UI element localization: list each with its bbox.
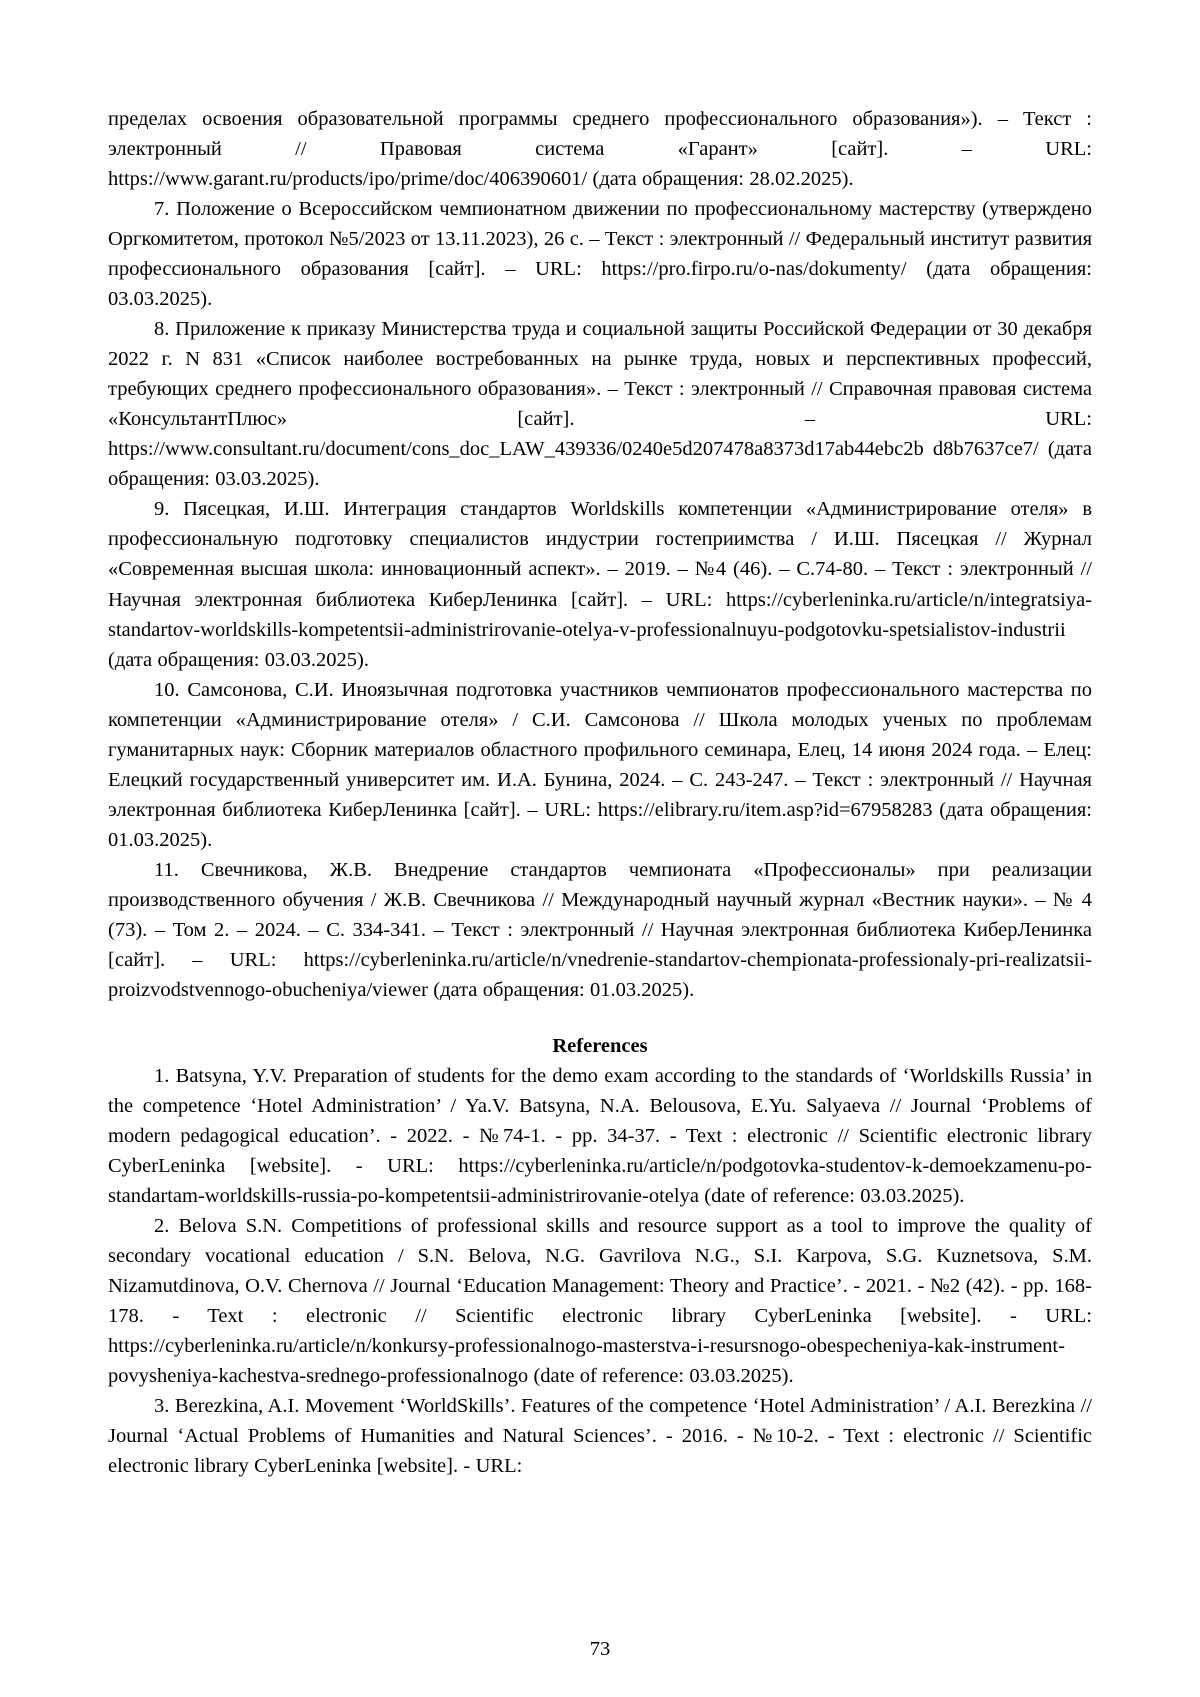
reference-paragraph: 8. Приложение к приказу Министерства труда и социальной защиты Российской Федерации от 30 декабря 2022 г. N 831 «Список наиболее востребованных на рынке труда, новых и перспективных профессий, требующих среднего профессионального образования». – Текст : электронный // Справочная правовая система «КонсультантПлюс» [сайт]. – URL: https://www.consultant.ru/document/cons_doc_LAW_439336/0240e5d207478a8373d17ab44ebc2b d8b7637ce7/ (дата обращения: 03.03.2025). — [108, 318, 1092, 491]
reference-paragraph: 10. Самсонова, С.И. Иноязычная подготовка участников чемпионатов профессионального мастерства по компетенции «Администрирование отеля» / С.И. Самсонова // Школа молодых ученых по проблемам гуманитарных наук: Сборник материалов областного профильного семинара, Елец, 14 июня 2024 года. – Елец: Елецкий государственный университет им. И.А. Бунина, 2024. – С. 243-247. – Текст : электронный // Научная электронная библиотека КиберЛенинка [сайт]. – URL: https://elibrary.ru/item.asp?id=67958283 (дата обращения: 01.03.2025). — [108, 678, 1092, 851]
reference-paragraph: 9. Пясецкая, И.Ш. Интеграция стандартов Worldskills компетенции «Администрирование отеля» в профессиональную подготовку специалистов индустрии гостеприимства / И.Ш. Пясецкая // Журнал «Современная высшая школа: инновационный аспект». – 2019. – №4 (46). – С.74-80. – Текст : электронный // Научная электронная библиотека КиберЛенинка [сайт]. – URL: https://cyberleninka.ru/article/n/integratsiya-standartov-worldskills-kompetentsii-administrirovanie-otelya-v-professionalnuyu-podgotovku-spetsialistov-industrii (дата обращения: 03.03.2025). — [108, 498, 1092, 671]
reference-paragraph: 11. Свечникова, Ж.В. Внедрение стандартов чемпионата «Профессионалы» при реализации производственного обучения / Ж.В. Свечникова // Международный научный журнал «Вестник науки». – № 4 (73). – Том 2. – 2024. – С. 334-341. – Текст : электронный // Научная электронная библиотека КиберЛенинка [сайт]. – URL: https://cyberleninka.ru/article/n/vnedrenie-standartov-chempionata-professionaly-pri-realizatsii-proizvodstvennogo-obucheniya/viewer (дата обращения: 01.03.2025). — [108, 858, 1092, 1001]
reference-paragraph: пределах освоения образовательной программы среднего профессионального образования»). – Текст : электронный // Правовая система «Гарант» [сайт]. – URL: https://www.garant.ru/products/ipo/prime/doc/406390601/ (дата обращения: 28.02.2025). — [108, 108, 1092, 191]
page-number: 73 — [589, 1638, 611, 1660]
english-references-section — [108, 1061, 1092, 1481]
russian-references-section — [108, 104, 1092, 1005]
document-body — [108, 104, 1092, 1481]
reference-paragraph: 7. Положение о Всероссийском чемпионатном движении по профессиональному мастерству (утверждено Оргкомитетом, протокол №5/2023 от 13.11.2023), 26 с. – Текст : электронный // Федеральный институт развития профессионального образования [сайт]. – URL: https://pro.firpo.ru/o-nas/dokumenty/ (дата обращения: 03.03.2025). — [108, 198, 1092, 311]
reference-paragraph: 2. Belova S.N. Competitions of professional skills and resource support as a tool to improve the quality of secondary vocational education / S.N. Belova, N.G. Gavrilova N.G., S.I. Karpova, S.G. Kuznetsova, S.M. Nizamutdinova, O.V. Chernova // Journal ‘Education Management: Theory and Practice’. - 2021. - №2 (42). - pp. 168-178. - Text : electronic // Scientific electronic library CyberLeninka [website]. - URL: https://cyberleninka.ru/article/n/konkursy-professionalnogo-masterstva-i-resursnogo-obespecheniya-kak-instrument-povysheniya-kachestva-srednego-professionalnogo (date of reference: 03.03.2025). — [108, 1215, 1092, 1388]
references-heading: References — [552, 1034, 648, 1057]
reference-paragraph: 1. Batsyna, Y.V. Preparation of students for the demo exam according to the standards of ‘Worldskills Russia’ in the competence ‘Hotel Administration’ / Ya.V. Batsyna, N.A. Belousova, E.Yu. Salyaeva // Journal ‘Problems of modern pedagogical education’. - 2022. - №74-1. - pp. 34-37. - Text : electronic // Scientific electronic library CyberLeninka [website]. - URL: https://cyberleninka.ru/article/n/podgotovka-studentov-k-demoekzamenu-po-standartam-worldskills-russia-po-kompetentsii-administrirovanie-otelya (date of reference: 03.03.2025). — [108, 1064, 1092, 1208]
reference-paragraph: 3. Berezkina, A.I. Movement ‘WorldSkills’. Features of the competence ‘Hotel Administration’ / A.I. Berezkina // Journal ‘Actual Problems of Humanities and Natural Sciences’. - 2016. - №10-2. - Text : electronic // Scientific electronic library CyberLeninka [website]. - URL: — [108, 1395, 1092, 1478]
